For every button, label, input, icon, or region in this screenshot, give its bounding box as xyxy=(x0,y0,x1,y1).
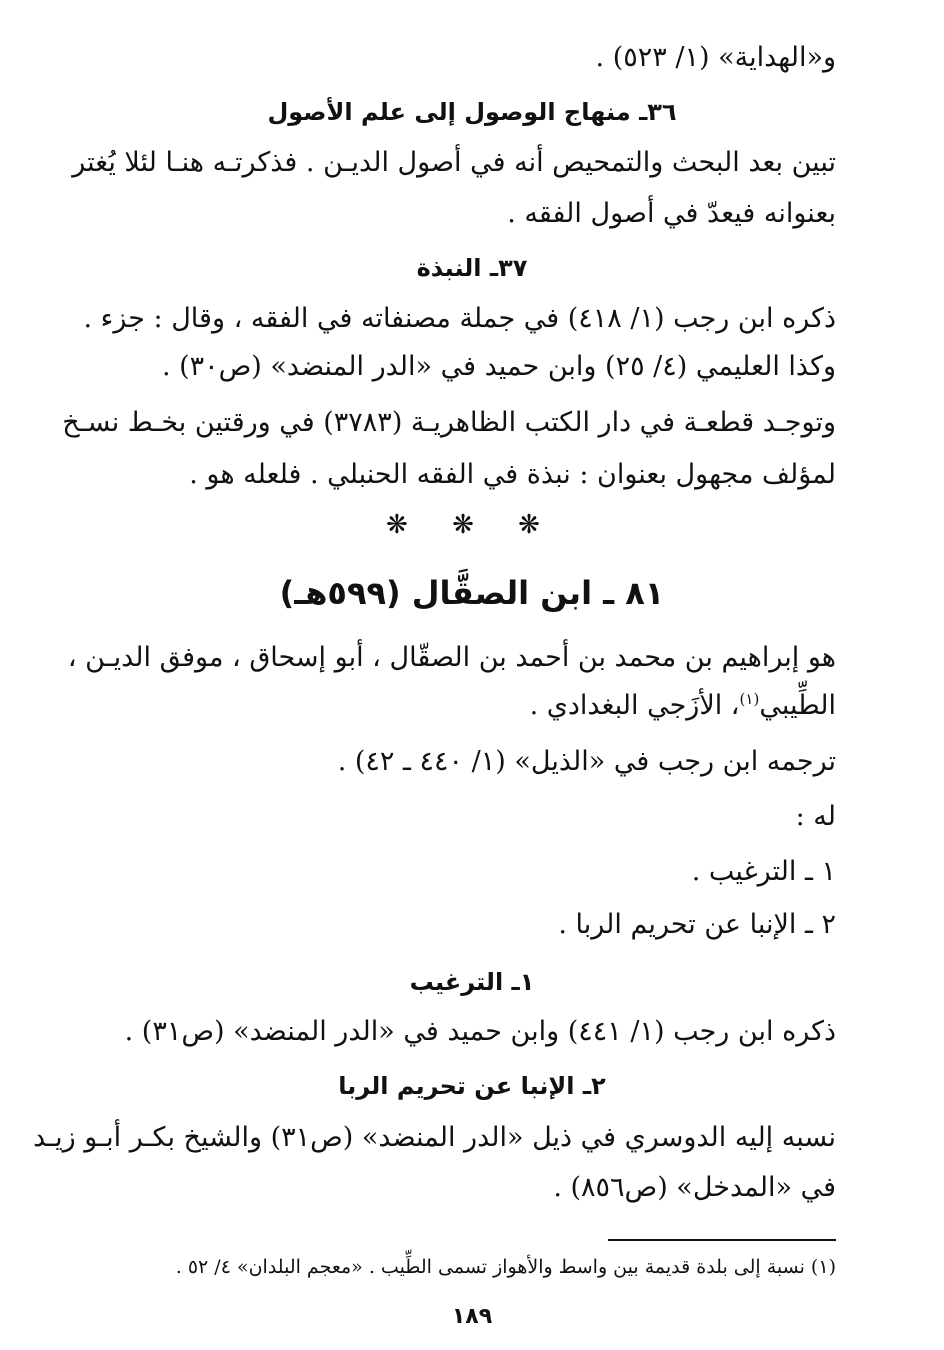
text-line-11: له : xyxy=(795,801,836,832)
footnote-marker: (١) xyxy=(739,690,760,708)
footnote-rule xyxy=(608,1239,836,1241)
text-line-14: ذكره ابن رجب (١/ ٤٤١) وابن حميد في «الدر المنضد» (ص٣١) . xyxy=(124,1016,836,1047)
chapter-heading-81: ٨١ ـ ابن الصقَّال (٥٩٩هـ) xyxy=(279,574,665,612)
text-line-10: ترجمه ابن رجب في «الذيل» (١/ ٤٤٠ ـ ٤٢) . xyxy=(337,746,836,777)
text-line-4: ذكره ابن رجب (١/ ٤١٨) في جملة مصنفاته في الفقه ، وقال : جزء . xyxy=(83,303,836,334)
section-heading-36: ٣٦ـ منهاج الوصول إلى علم الأصول xyxy=(267,98,677,126)
nisba-text: الطِّيبي xyxy=(759,690,836,721)
text-line-15: نسبه إليه الدوسري في ذيل «الدر المنضد» (ص٣١) والشيخ بكـر أبـو زيـد xyxy=(33,1122,836,1153)
text-line-5: وكذا العليمي (٤/ ٢٥) وابن حميد في «الدر المنضد» (ص٣٠) . xyxy=(161,351,836,382)
subheading-inba: ٢ـ الإنبا عن تحريم الربا xyxy=(338,1072,606,1100)
text-line-8: هو إبراهيم بن محمد بن أحمد بن الصقّال ، أبو إسحاق ، موفق الديـن ، xyxy=(67,642,836,673)
text-line-2: تبين بعد البحث والتمحيص أنه في أصول الديـن . فذكرتـه هنـا لئلا يُغتر xyxy=(72,147,836,178)
nisba-continuation: ، الأزَجي البغدادي . xyxy=(529,690,740,721)
footnote-1: (١) نسبة إلى بلدة قديمة بين واسط والأهواز تسمى الطِّيب . «معجم البلدان» ٤/ ٥٢ . xyxy=(175,1256,836,1278)
text-line-13: ٢ ـ الإنبا عن تحريم الربا . xyxy=(558,909,836,940)
text-line-9 xyxy=(106,684,836,728)
section-heading-37: ٣٧ـ النبذة xyxy=(416,254,528,282)
subheading-targhib: ١ـ الترغيب xyxy=(409,968,535,996)
page-number: ١٨٩ xyxy=(451,1304,493,1329)
section-separator: ❋ ❋ ❋ xyxy=(386,510,558,540)
text-line-3: بعنوانه فيعدّ في أصول الفقه . xyxy=(507,198,836,229)
text-line-6: وتوجـد قطعـة في دار الكتب الظاهريـة (٣٧٨٣) في ورقتين بخـط نسـخ xyxy=(62,407,836,438)
text-line-12: ١ ـ الترغيب . xyxy=(691,856,836,887)
text-line-16: في «المدخل» (ص٨٥٦) . xyxy=(553,1172,836,1203)
text-line-1: و«الهداية» (١/ ٥٢٣) . xyxy=(595,42,836,73)
text-line-7: لمؤلف مجهول بعنوان : نبذة في الفقه الحنبلي . فلعله هو . xyxy=(189,459,836,490)
